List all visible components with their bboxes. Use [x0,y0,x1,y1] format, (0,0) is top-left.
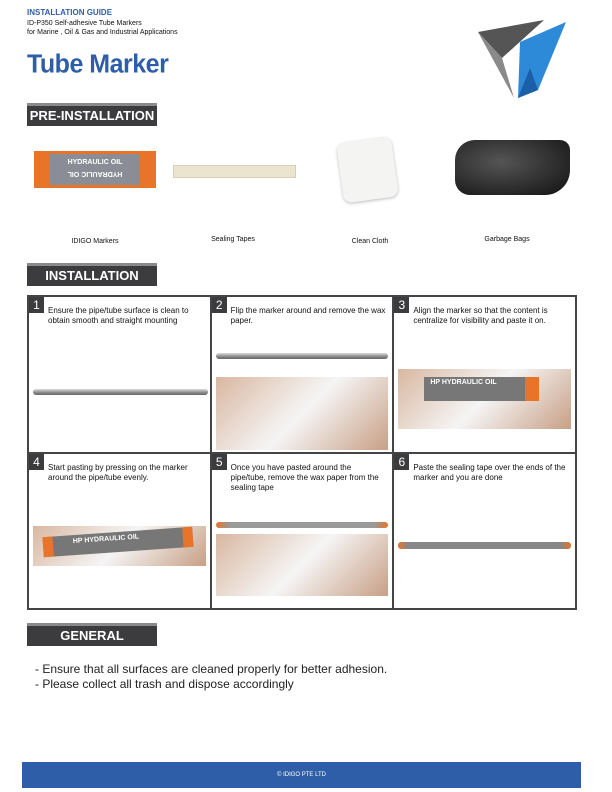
steps-grid [27,295,577,610]
subtitle [27,19,178,37]
garbage-bags-image [455,140,570,195]
marked-pipe-image [216,522,389,528]
marker-text: HP HYDRAULIC OIL [430,379,497,386]
section-pre-installation: PRE-INSTALLATION [27,103,157,126]
step-number: 1 [29,297,44,313]
step-3 [393,296,576,453]
step-number: 5 [212,454,227,470]
step-5 [211,453,394,610]
section-general: GENERAL [27,623,157,646]
step-text: Ensure the pipe/tube surface is clean to obtain smooth and straight mounting [48,306,189,325]
step-4 [28,453,211,610]
pre-item-label: Sealing Tapes [211,236,255,243]
step-text: Flip the marker around and remove the wax paper. [230,306,386,325]
step-number: 4 [29,454,44,470]
company-logo [474,18,570,100]
general-notes [35,662,387,692]
step-text: Once you have pasted around the pipe/tube, remove the wax paper from the sealing tape [230,462,379,492]
pipe-image [33,389,208,395]
marker-on-pipe [424,377,539,401]
step-6 [393,453,576,610]
sealing-tape-image [173,165,296,178]
general-note: - Ensure that all surfaces are cleaned properly for better adhesion. [35,662,388,676]
general-note: - Please collect all trash and dispose accordingly [35,677,294,691]
pre-item-label: Garbage Bags [484,236,530,243]
step-number: 6 [394,454,409,470]
marker-text-flipped: HYDRAULIC OIL [67,170,123,177]
clean-cloth-image [336,136,399,203]
pre-item-label: IDIGO Markers [71,238,119,245]
step-number: 3 [394,297,409,313]
hands-removing-wax-photo [216,534,389,596]
step-1 [28,296,211,453]
marker-text: HP HYDRAULIC OIL [72,533,140,545]
idigo-marker-image [34,151,156,188]
subtitle-line-2: for Marine , Oil & Gas and Industrial Applications [27,29,178,36]
page-title: Tube Marker [27,49,169,79]
subtitle-line-1: ID-P350 Self-adhesive Tube Markers [27,20,142,27]
step-text: Paste the sealing tape over the ends of the marker and you are done [413,462,566,482]
step-text: Start pasting by pressing on the marker around the pipe/tube evenly. [48,462,188,482]
footer: © IDIGO PTE LTD [22,762,581,788]
marker-text: HYDRAULIC OIL [67,159,123,166]
step-2 [211,296,394,453]
step-number: 2 [212,297,227,313]
pipe-image [216,353,389,359]
section-installation: INSTALLATION [27,263,157,286]
step-text: Align the marker so that the content is centralize for visibility and paste it on. [413,306,548,325]
guide-label: INSTALLATION GUIDE [27,8,113,17]
pre-item-label: Clean Cloth [351,238,389,245]
finished-pipe-image [398,542,571,549]
hands-peeling-photo [216,377,389,450]
